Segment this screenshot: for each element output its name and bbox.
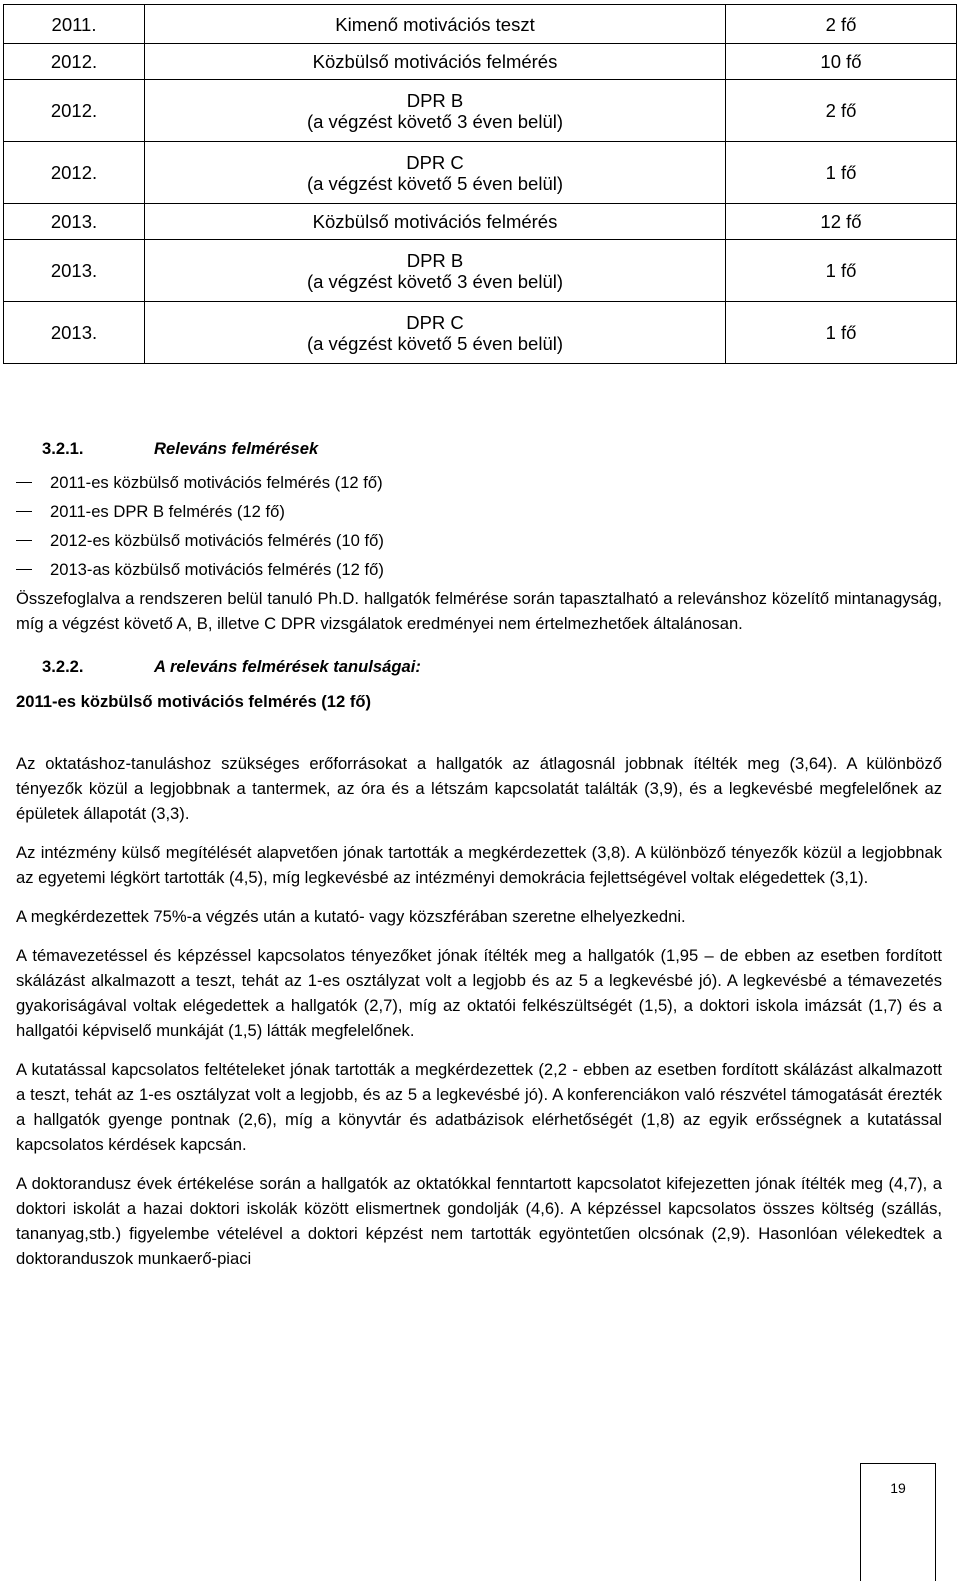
subheading-2011-survey: 2011-es közbülső motivációs felmérés (12 fő) [16,692,372,711]
description-main: Kimenő motivációs teszt [335,13,535,35]
list-item-text: 2011-es DPR B felmérés (12 fő) [50,502,285,521]
count-cell: 1 fő [726,142,957,204]
list-item [16,470,942,499]
description-cell [145,5,726,44]
description-main: DPR B [406,249,464,271]
document-body [16,436,942,1271]
description-main: DPR C [406,151,464,173]
list-item-text: 2013-as közbülső motivációs felmérés (12 fő) [50,560,384,579]
table-row [4,5,957,44]
list-item-text: 2012-es közbülső motivációs felmérés (10 fő) [50,531,384,550]
year-cell: 2013. [4,302,145,364]
dash-bullet-icon [16,569,32,570]
dash-bullet-icon [16,482,32,483]
description-sub: (a végzést követő 3 éven belül) [306,270,564,292]
section-number: 3.2.2. [42,657,84,676]
dash-bullet-icon [16,540,32,541]
count-cell: 2 fő [726,80,957,142]
description-cell [145,142,726,204]
year-cell: 2013. [4,240,145,302]
section-title: A releváns felmérések tanulságai: [154,657,421,676]
page-number-frame [860,1511,936,1581]
description-main: Közbülső motivációs felmérés [312,51,558,72]
description-main: DPR B [406,89,464,111]
year-cell: 2013. [4,204,145,240]
table-row [4,142,957,204]
description-main: DPR C [406,311,464,333]
paragraph: Az intézmény külső megítélését alapvetően jónak tartották a megkérdezettek (3,8). A különböző tényezők közül a legjobbnak az egyetemi légkört tartották (4,5), míg legkevésbé az intézményi demokrácia fejlettségével voltak elégedettek (3,1). [16,843,942,887]
paragraph: A témavezetéssel és képzéssel kapcsolatos tényezőket jónak ítélték meg a hallgatók (1,95 – de ebben az esetben fordított skálázást alkalmazott a teszt, tehát az 1-es osztályzat volt a legjobb és az 5 a legkevésbé jó). A legkevésbé a témavezetés gyakoriságával voltak elégedettek a hallgatók (2,7), míg az oktatói felkészültségét (1,5), a doktori iskola imázsát (1,7) és a hallgatói képviselő munkáját (1,5) látták megfelelőnek. [16,946,942,1040]
summary-paragraph: Összefoglalva a rendszeren belül tanuló Ph.D. hallgatók felmérése során tapasztalható a relevánshoz közelítő mintanagyság, míg a végzést követő A, B, illetve C DPR vizsgálatok eredményei nem értelmezhetőek általánosan. [16,589,942,633]
count-cell: 1 fő [726,240,957,302]
count-cell: 10 fő [726,44,957,80]
count-cell: 12 fő [726,204,957,240]
paragraph: A kutatással kapcsolatos feltételeket jónak tartották a megkérdezettek (2,2 - ebben az esetben fordított skálázást alkalmazott a teszt, tehát az 1-es osztályzat volt a legjobb, és az 5 a legkevésbé jó). A konferenciákon való részvétel támogatását érezték a hallgatók gyenge pontnak (2,6), míg a könyvtár és adatbázisok elérhetőségét (1,8) az egyik erősségnek a kutatással kapcsolatos kérdések kapcsán. [16,1060,942,1154]
section-number: 3.2.1. [42,439,84,458]
table-row [4,44,957,80]
description-main: Közbülső motivációs felmérés [312,211,558,232]
table-row [4,302,957,364]
description-cell [145,240,726,302]
page-number: 19 [860,1463,936,1511]
list-item [16,557,942,586]
list-item [16,499,942,528]
description-cell [145,44,726,80]
year-cell: 2012. [4,44,145,80]
paragraph: A doktorandusz évek értékelése során a hallgatók az oktatókkal fenntartott kapcsolatot kifejezetten jónak ítélték meg (4,7), a doktori iskolát a hazai doktori iskolák között elismertnek gondolják (4,6). A képzéssel kapcsolatos összes költség (szállás, tananyag,stb.) figyelembe vételével a doktori képzést nem tartották egyöntetűen olcsónak (2,9). Hasonlóan vélekedtek a doktoranduszok munkaerő-piaci [16,1174,942,1268]
description-cell [145,204,726,240]
description-cell [145,80,726,142]
year-cell: 2012. [4,80,145,142]
description-cell [145,302,726,364]
table-row [4,240,957,302]
survey-table [3,4,957,364]
year-cell: 2012. [4,142,145,204]
table-row [4,204,957,240]
list-item [16,528,942,557]
description-sub: (a végzést követő 5 éven belül) [306,332,564,354]
section-heading-lessons [16,654,942,679]
section-title: Releváns felmérések [154,439,319,458]
year-cell: 2011. [4,5,145,44]
paragraph: A megkérdezettek 75%-a végzés után a kutató- vagy közszférában szeretne elhelyezkedni. [16,907,686,926]
count-cell: 1 fő [726,302,957,364]
description-sub: (a végzést követő 3 éven belül) [306,110,564,132]
description-sub: (a végzést követő 5 éven belül) [306,172,564,194]
paragraph: Az oktatáshoz-tanuláshoz szükséges erőforrásokat a hallgatók az átlagosnál jobbnak ítélték meg (3,64). A különböző tényezők közül a legjobbnak a tantermek, az óra és a létszám kapcsolatát találták (3,9), és a legkevésbé megfelelőnek az épületek állapotát (3,3). [16,754,942,823]
table-row [4,80,957,142]
list-item-text: 2011-es közbülső motivációs felmérés (12 fő) [50,473,383,492]
section-heading-relevant-surveys [16,436,942,461]
count-cell: 2 fő [726,5,957,44]
survey-list [16,470,942,586]
dash-bullet-icon [16,511,32,512]
